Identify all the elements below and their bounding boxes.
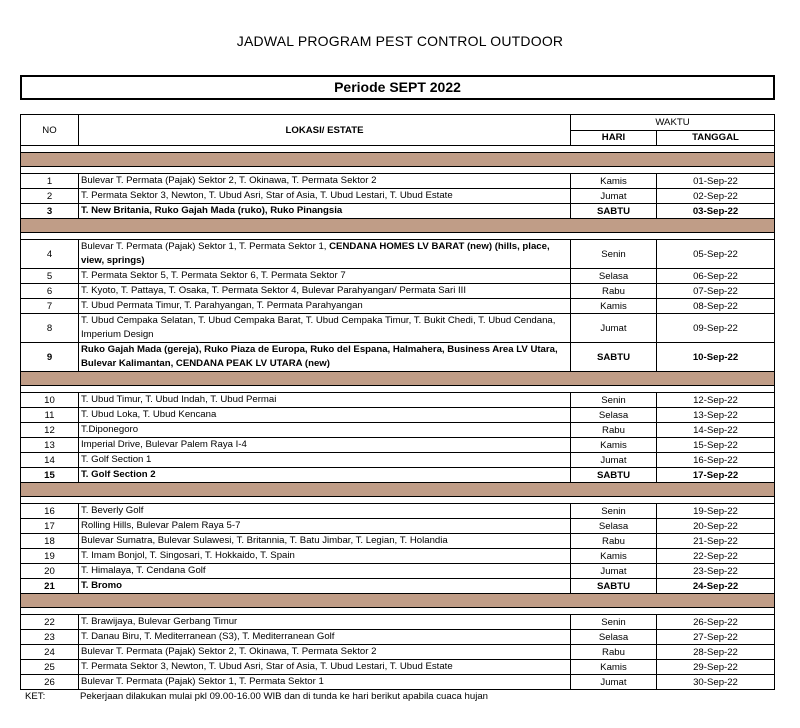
week-separator-row (21, 594, 775, 608)
table-row (21, 564, 775, 579)
row-tanggal: 29-Sep-22 (657, 660, 775, 675)
week-separator-row (21, 219, 775, 233)
row-lokasi (79, 504, 571, 519)
row-lokasi (79, 615, 571, 630)
row-lokasi (79, 204, 571, 219)
row-lokasi (79, 660, 571, 675)
row-hari: Selasa (571, 269, 657, 284)
row-hari: Jumat (571, 314, 657, 343)
row-no: 15 (21, 468, 79, 483)
row-lokasi-text: T. Beverly Golf (81, 505, 144, 516)
row-lokasi (79, 314, 571, 343)
row-tanggal: 13-Sep-22 (657, 408, 775, 423)
table-row (21, 314, 775, 343)
row-no: 1 (21, 174, 79, 189)
row-lokasi (79, 579, 571, 594)
row-no: 21 (21, 579, 79, 594)
row-hari: Senin (571, 504, 657, 519)
row-no: 7 (21, 299, 79, 314)
table-row (21, 579, 775, 594)
table-row (21, 675, 775, 690)
gap-row (21, 386, 775, 393)
row-lokasi-text: T. Bromo (81, 580, 123, 591)
row-no: 13 (21, 438, 79, 453)
row-tanggal: 28-Sep-22 (657, 645, 775, 660)
row-tanggal: 05-Sep-22 (657, 240, 775, 269)
schedule-body (21, 146, 775, 690)
week-separator-row (21, 483, 775, 497)
row-tanggal: 19-Sep-22 (657, 504, 775, 519)
row-hari: Jumat (571, 189, 657, 204)
gap-row (21, 608, 775, 615)
row-lokasi-text: T. Brawijaya, Bulevar Gerbang Timur (81, 616, 238, 627)
row-lokasi (79, 240, 571, 269)
row-hari: Selasa (571, 408, 657, 423)
row-no: 14 (21, 453, 79, 468)
row-no: 24 (21, 645, 79, 660)
row-no: 4 (21, 240, 79, 269)
row-hari: SABTU (571, 579, 657, 594)
row-tanggal: 02-Sep-22 (657, 189, 775, 204)
periode-banner: Periode SEPT 2022 (20, 75, 775, 100)
row-tanggal: 14-Sep-22 (657, 423, 775, 438)
table-row (21, 549, 775, 564)
row-tanggal: 15-Sep-22 (657, 438, 775, 453)
row-hari: Kamis (571, 660, 657, 675)
row-no: 22 (21, 615, 79, 630)
table-row (21, 343, 775, 372)
row-lokasi-text: T. Ubud Permata Timur, T. Parahyangan, T. Permata Parahyangan (81, 300, 363, 311)
table-row (21, 299, 775, 314)
row-hari: SABTU (571, 343, 657, 372)
row-lokasi (79, 438, 571, 453)
row-lokasi (79, 408, 571, 423)
row-tanggal: 16-Sep-22 (657, 453, 775, 468)
row-hari: Kamis (571, 438, 657, 453)
row-no: 6 (21, 284, 79, 299)
row-lokasi-text: T.Diponegoro (81, 424, 139, 435)
row-tanggal: 23-Sep-22 (657, 564, 775, 579)
gap-row (21, 146, 775, 153)
row-lokasi-text: T. Permata Sektor 3, Newton, T. Ubud Asri, Star of Asia, T. Ubud Lestari, T. Ubud Estate (81, 190, 453, 201)
row-no: 9 (21, 343, 79, 372)
row-lokasi-text: Bulevar T. Permata (Pajak) Sektor 1, T. Permata Sektor 1, (81, 241, 330, 252)
row-tanggal: 20-Sep-22 (657, 519, 775, 534)
row-lokasi-text: Rolling Hills, Bulevar Palem Raya 5-7 (81, 520, 241, 531)
row-tanggal: 01-Sep-22 (657, 174, 775, 189)
row-lokasi (79, 675, 571, 690)
row-hari: SABTU (571, 468, 657, 483)
row-lokasi (79, 189, 571, 204)
table-row (21, 284, 775, 299)
table-row (21, 504, 775, 519)
row-tanggal: 21-Sep-22 (657, 534, 775, 549)
row-no: 16 (21, 504, 79, 519)
header-waktu: WAKTU (571, 115, 775, 131)
row-lokasi (79, 453, 571, 468)
row-lokasi (79, 393, 571, 408)
table-row (21, 438, 775, 453)
row-lokasi-text: T. Golf Section 2 (81, 469, 156, 480)
row-lokasi-text: T. Ubud Loka, T. Ubud Kencana (81, 409, 217, 420)
note-text: Pekerjaan dilakukan mulai pkl 09.00-16.00 WIB dan di tunda ke hari berikut apabila cuaca hujan (80, 691, 488, 702)
row-lokasi (79, 549, 571, 564)
row-tanggal: 30-Sep-22 (657, 675, 775, 690)
table-row (21, 645, 775, 660)
table-row (21, 174, 775, 189)
row-lokasi (79, 269, 571, 284)
row-tanggal: 17-Sep-22 (657, 468, 775, 483)
row-lokasi-text: T. Ubud Timur, T. Ubud Indah, T. Ubud Permai (81, 394, 277, 405)
row-lokasi (79, 534, 571, 549)
row-no: 12 (21, 423, 79, 438)
row-lokasi (79, 519, 571, 534)
row-no: 10 (21, 393, 79, 408)
row-hari: Senin (571, 615, 657, 630)
row-hari: Jumat (571, 453, 657, 468)
table-row (21, 468, 775, 483)
row-no: 23 (21, 630, 79, 645)
header-tanggal: TANGGAL (657, 130, 775, 146)
row-lokasi-text: T. Kyoto, T. Pattaya, T. Osaka, T. Permata Sektor 4, Bulevar Parahyangan/ Permata Sari III (81, 285, 467, 296)
row-hari: Jumat (571, 675, 657, 690)
row-tanggal: 26-Sep-22 (657, 615, 775, 630)
row-lokasi (79, 174, 571, 189)
row-hari: Selasa (571, 630, 657, 645)
row-hari: Kamis (571, 174, 657, 189)
row-hari: Rabu (571, 284, 657, 299)
row-no: 17 (21, 519, 79, 534)
row-tanggal: 27-Sep-22 (657, 630, 775, 645)
row-tanggal: 10-Sep-22 (657, 343, 775, 372)
row-no: 3 (21, 204, 79, 219)
header-no: NO (21, 115, 79, 146)
row-lokasi-text: Bulevar Sumatra, Bulevar Sulawesi, T. Britannia, T. Batu Jimbar, T. Legian, T. Holandia (81, 535, 448, 546)
row-lokasi (79, 645, 571, 660)
gap-row (21, 497, 775, 504)
row-no: 11 (21, 408, 79, 423)
table-row (21, 660, 775, 675)
row-no: 20 (21, 564, 79, 579)
table-row (21, 630, 775, 645)
row-lokasi (79, 423, 571, 438)
schedule-table (20, 114, 775, 690)
row-lokasi-text: T. Himalaya, T. Cendana Golf (81, 565, 206, 576)
row-lokasi (79, 468, 571, 483)
row-tanggal: 12-Sep-22 (657, 393, 775, 408)
row-no: 2 (21, 189, 79, 204)
table-row (21, 408, 775, 423)
table-row (21, 534, 775, 549)
table-row (21, 519, 775, 534)
row-hari: Kamis (571, 549, 657, 564)
row-lokasi-text: T. Golf Section 1 (81, 454, 152, 465)
table-row (21, 453, 775, 468)
week-separator-row (21, 372, 775, 386)
row-lokasi (79, 343, 571, 372)
row-no: 8 (21, 314, 79, 343)
row-hari: Kamis (571, 299, 657, 314)
table-row (21, 189, 775, 204)
row-hari: Jumat (571, 564, 657, 579)
row-hari: Rabu (571, 645, 657, 660)
row-lokasi-text: Ruko Gajah Mada (gereja), Ruko Piaza de Europa, Ruko del Espana, Halmahera, Business Area LV Utara, Bulevar Kalimantan, CENDANA PEAK LV UTARA (new) (81, 344, 558, 369)
row-hari: SABTU (571, 204, 657, 219)
row-lokasi-text: T. New Britania, Ruko Gajah Mada (ruko), Ruko Pinangsia (81, 205, 343, 216)
row-tanggal: 06-Sep-22 (657, 269, 775, 284)
row-lokasi-text: Bulevar T. Permata (Pajak) Sektor 2, T. Okinawa, T. Permata Sektor 2 (81, 175, 377, 186)
row-tanggal: 07-Sep-22 (657, 284, 775, 299)
row-lokasi (79, 564, 571, 579)
note-label: KET: (25, 691, 46, 702)
row-lokasi (79, 284, 571, 299)
row-tanggal: 08-Sep-22 (657, 299, 775, 314)
table-row (21, 615, 775, 630)
row-tanggal: 03-Sep-22 (657, 204, 775, 219)
row-lokasi-text: T. Imam Bonjol, T. Singosari, T. Hokkaido, T. Spain (81, 550, 295, 561)
row-no: 18 (21, 534, 79, 549)
row-no: 5 (21, 269, 79, 284)
table-row (21, 269, 775, 284)
row-lokasi-text: Bulevar T. Permata (Pajak) Sektor 2, T. Okinawa, T. Permata Sektor 2 (81, 646, 377, 657)
row-no: 19 (21, 549, 79, 564)
gap-row (21, 167, 775, 174)
row-hari: Rabu (571, 423, 657, 438)
row-tanggal: 24-Sep-22 (657, 579, 775, 594)
row-hari: Rabu (571, 534, 657, 549)
row-lokasi (79, 630, 571, 645)
table-row (21, 393, 775, 408)
header-lokasi: LOKASI/ ESTATE (79, 115, 571, 146)
row-no: 25 (21, 660, 79, 675)
row-lokasi-text: T. Permata Sektor 3, Newton, T. Ubud Asri, Star of Asia, T. Ubud Lestari, T. Ubud Estate (81, 661, 453, 672)
row-lokasi-text: Imperial Drive, Bulevar Palem Raya I-4 (81, 439, 247, 450)
week-separator-row (21, 153, 775, 167)
row-tanggal: 22-Sep-22 (657, 549, 775, 564)
header-hari: HARI (571, 130, 657, 146)
row-lokasi-text: T. Ubud Cempaka Selatan, T. Ubud Cempaka Barat, T. Ubud Cempaka Timur, T. Bukit Chedi, T. Ubud Cendana, Imperium Design (81, 315, 556, 340)
table-row (21, 240, 775, 269)
gap-row (21, 233, 775, 240)
table-row (21, 204, 775, 219)
table-row (21, 423, 775, 438)
row-no: 26 (21, 675, 79, 690)
row-hari: Senin (571, 393, 657, 408)
row-tanggal: 09-Sep-22 (657, 314, 775, 343)
row-lokasi-text: Bulevar T. Permata (Pajak) Sektor 1, T. Permata Sektor 1 (81, 676, 324, 687)
row-lokasi-bold-text: CENDANA HOMES LV BARAT (new) (hills, place, view, springs) (81, 241, 550, 266)
row-lokasi-text: T. Danau Biru, T. Mediterranean (S3), T. Mediterranean Golf (81, 631, 335, 642)
document-title: JADWAL PROGRAM PEST CONTROL OUTDOOR (236, 33, 564, 49)
row-hari: Selasa (571, 519, 657, 534)
row-lokasi (79, 299, 571, 314)
row-hari: Senin (571, 240, 657, 269)
row-lokasi-text: T. Permata Sektor 5, T. Permata Sektor 6, T. Permata Sektor 7 (81, 270, 346, 281)
